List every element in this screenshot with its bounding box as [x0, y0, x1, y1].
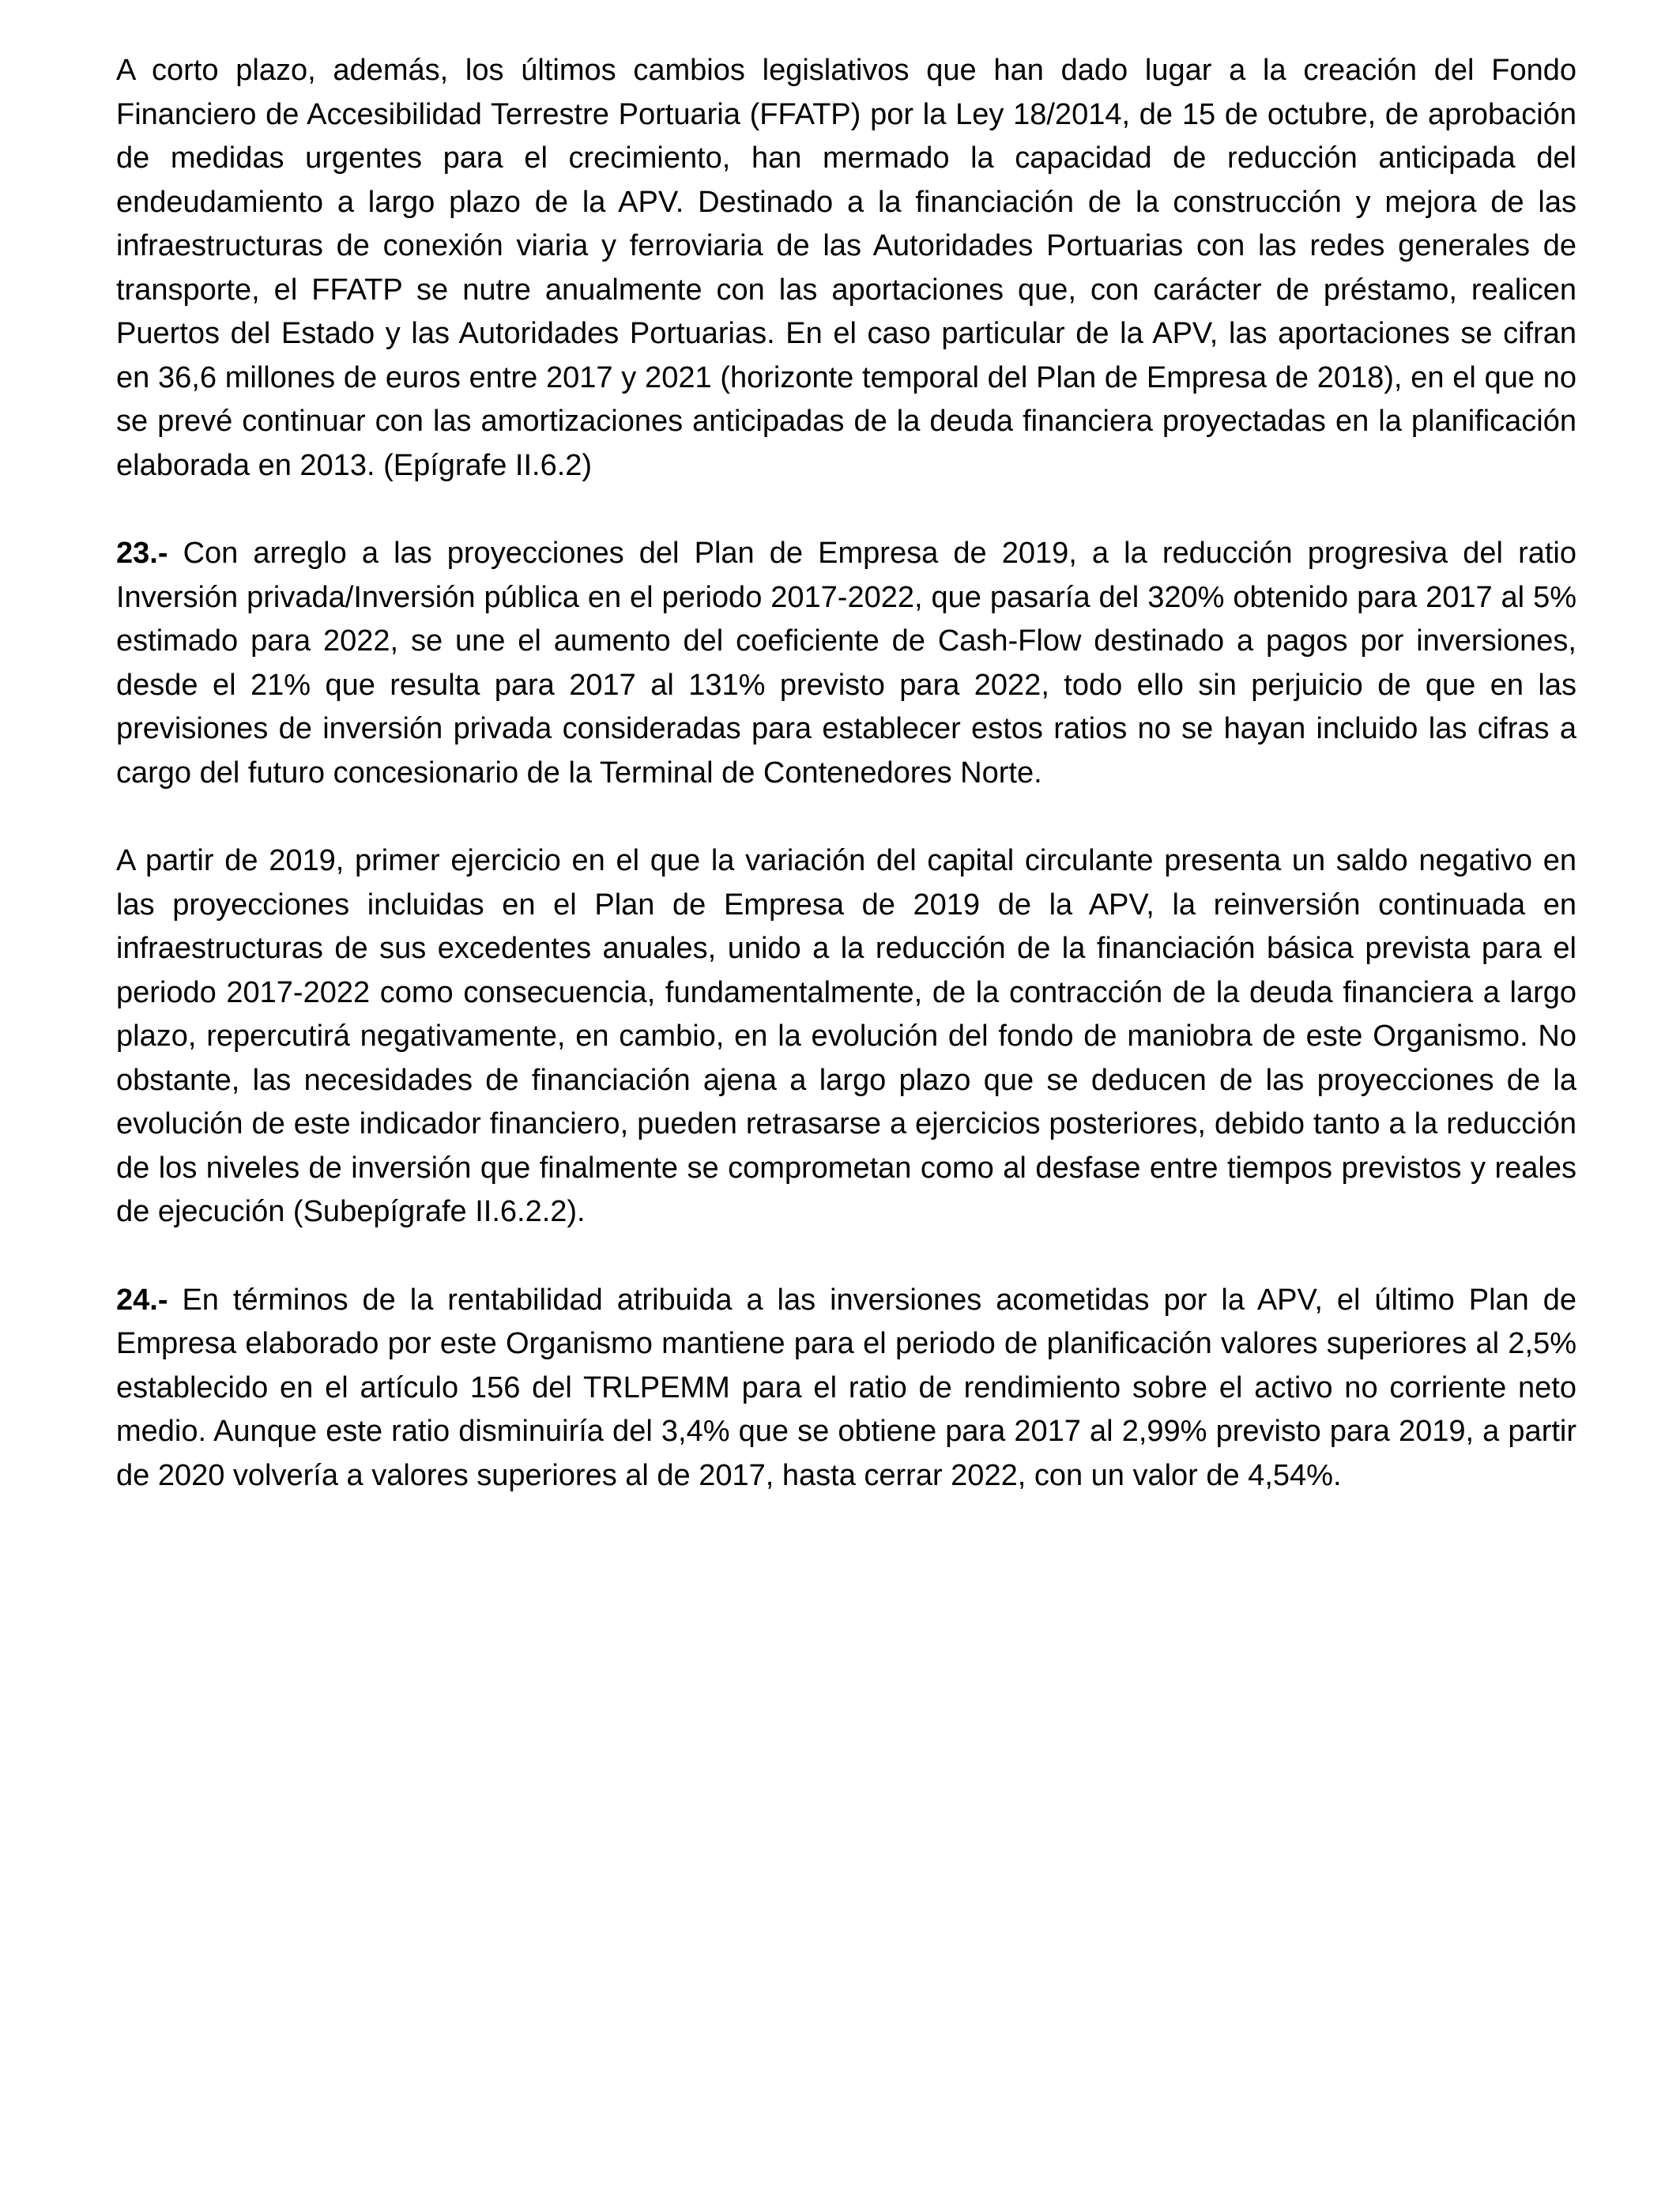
- paragraph-number: 23.-: [116, 537, 168, 570]
- paragraph-working-capital: [116, 839, 1576, 1235]
- paragraph-number: 24.-: [116, 1283, 168, 1317]
- paragraph-text: A partir de 2019, primer ejercicio en el que la variación del capital circulante presenta un saldo negativo en las proyecciones incluidas en el Plan de Empresa de 2019 de la APV, la reinversión continuada en infraestructuras de sus excedentes anuales, unido a la reducción de la financiación básica prevista para el periodo 2017-2022 como consecuencia, fundamentalmente, de la contracción de la deuda financiera a largo plazo, repercutirá negativamente, en cambio, en la evolución del fondo de maniobra de este Organismo. No obstante, las necesidades de financiación ajena a largo plazo que se deducen de las proyecciones de la evolución de este indicador financiero, pueden retrasarse a ejercicios posteriores, debido tanto a la reducción de los niveles de inversión que finalmente se comprometan como al desfase entre tiempos previstos y reales de ejecución (Subepígrafe II.6.2.2).: [116, 844, 1576, 1228]
- paragraph-ffatp: [116, 49, 1576, 488]
- paragraph-text: Con arreglo a las proyecciones del Plan de Empresa de 2019, a la reducción progresiva del ratio Inversión privada/Inversión pública en el periodo 2017-2022, que pasaría del 320% obtenido para 2017 al 5% estimado para 2022, se une el aumento del coeficiente de Cash-Flow destinado a pagos por inversiones, desde el 21% que resulta para 2017 al 131% previsto para 2022, todo ello sin perjuicio de que en las previsiones de inversión privada consideradas para establecer estos ratios no se hayan incluido las cifras a cargo del futuro concesionario de la Terminal de Contenedores Norte.: [116, 537, 1576, 790]
- document-page: [116, 49, 1576, 1542]
- paragraph-text: A corto plazo, además, los últimos cambios legislativos que han dado lugar a la creación del Fondo Financiero de Accesibilidad Terrestre Portuaria (FFATP) por la Ley 18/2014, de 15 de octubre, de aprobación de medidas urgentes para el crecimiento, han mermado la capacidad de reducción anticipada del endeudamiento a largo plazo de la APV. Destinado a la financiación de la construcción y mejora de las infraestructuras de conexión viaria y ferroviaria de las Autoridades Portuarias con las redes generales de transporte, el FFATP se nutre anualmente con las aportaciones que, con carácter de préstamo, realicen Puertos del Estado y las Autoridades Portuarias. En el caso particular de la APV, las aportaciones se cifran en 36,6 millones de euros entre 2017 y 2021 (horizonte temporal del Plan de Empresa de 2018), en el que no se prevé continuar con las amortizaciones anticipadas de la deuda financiera proyectadas en la planificación elaborada en 2013. (Epígrafe II.6.2): [116, 54, 1576, 482]
- paragraph-23: [116, 532, 1576, 795]
- paragraph-text: En términos de la rentabilidad atribuida a las inversiones acometidas por la APV, el último Plan de Empresa elaborado por este Organismo mantiene para el periodo de planificación valores superiores al 2,5% establecido en el artículo 156 del TRLPEMM para el ratio de rendimiento sobre el activo no corriente neto medio. Aunque este ratio disminuiría del 3,4% que se obtiene para 2017 al 2,99% previsto para 2019, a partir de 2020 volvería a valores superiores al de 2017, hasta cerrar 2022, con un valor de 4,54%.: [116, 1283, 1577, 1492]
- paragraph-24: [116, 1279, 1576, 1498]
